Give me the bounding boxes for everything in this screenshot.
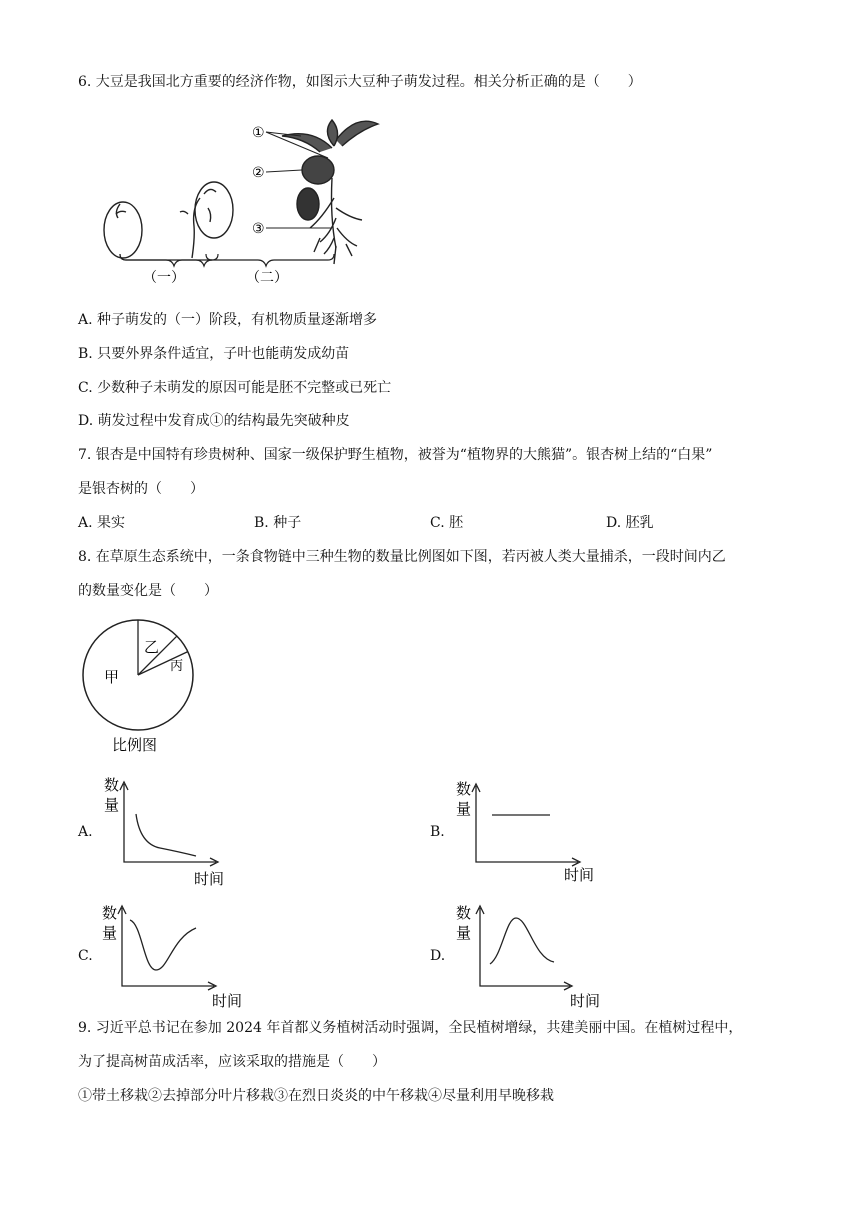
pie-label-bing: 丙 bbox=[170, 659, 184, 674]
graph-d-ylabel-1: 数 bbox=[456, 904, 472, 922]
graph-a-ylabel-2: 量 bbox=[104, 796, 120, 814]
graph-b-ylabel-1: 数 bbox=[456, 780, 472, 798]
q9-stem-line1: 9. 习近平总书记在参加 2024 年首都义务植树活动时强调，全民植树增绿，共建美丽中国。在植树过程中， bbox=[78, 1020, 743, 1036]
q7-option-d: D. 胚乳 bbox=[606, 515, 654, 531]
graph-c-ylabel-1: 数 bbox=[102, 904, 118, 922]
q7-option-b: B. 种子 bbox=[254, 515, 302, 531]
graph-a-ylabel-1: 数 bbox=[104, 776, 120, 794]
graph-d bbox=[452, 898, 612, 1013]
graph-b-axes bbox=[476, 786, 578, 862]
callout-2: ② bbox=[252, 165, 265, 181]
graph-a bbox=[100, 772, 240, 887]
graph-c-curve bbox=[130, 920, 196, 970]
q8-stem-line2: 的数量变化是（ ） bbox=[78, 583, 218, 599]
graph-d-ylabel-2: 量 bbox=[456, 924, 472, 942]
graph-a-curve bbox=[136, 814, 196, 856]
q7-option-a: A. 果实 bbox=[78, 515, 126, 531]
q8-option-d-label: D. bbox=[430, 948, 446, 964]
graph-c bbox=[98, 898, 258, 1013]
graph-c-xlabel: 时间 bbox=[212, 992, 243, 1010]
graph-d-axes bbox=[480, 908, 570, 986]
seed-stage-2 bbox=[180, 182, 233, 258]
q6-option-d: D. 萌发过程中发育成①的结构最先突破种皮 bbox=[78, 413, 350, 429]
q6-option-a: A. 种子萌发的（一）阶段，有机物质量逐渐增多 bbox=[78, 312, 378, 328]
stage-label-2: （二） bbox=[246, 270, 288, 286]
q7-stem-line2: 是银杏树的（ ） bbox=[78, 481, 204, 497]
graph-b-xlabel: 时间 bbox=[564, 866, 595, 884]
stage-label-1: （一） bbox=[143, 270, 185, 286]
graph-a-xlabel: 时间 bbox=[194, 870, 225, 888]
q8-stem-line1: 8. 在草原生态系统中，一条食物链中三种生物的数量比例图如下图，若丙被人类大量捕杀，一段时间内乙 bbox=[78, 549, 726, 565]
proportion-pie-chart bbox=[78, 612, 218, 762]
graph-d-xlabel: 时间 bbox=[570, 992, 601, 1010]
q8-option-a-label: A. bbox=[78, 824, 93, 840]
graph-c-axes bbox=[122, 908, 214, 986]
q6-option-b: B. 只要外界条件适宜，子叶也能萌发成幼苗 bbox=[78, 346, 350, 362]
seed-stage-1 bbox=[104, 202, 142, 258]
pie-label-yi: 乙 bbox=[144, 638, 160, 656]
seedling bbox=[282, 120, 378, 264]
q8-option-c-label: C. bbox=[78, 948, 93, 964]
pie-label-jia: 甲 bbox=[104, 668, 120, 686]
graph-b-ylabel-2: 量 bbox=[456, 800, 472, 818]
callout-3: ③ bbox=[252, 221, 265, 237]
q9-stem-line2: 为了提高树苗成活率，应该采取的措施是（ ） bbox=[78, 1054, 386, 1070]
stage-braces bbox=[120, 254, 334, 266]
seed-germination-figure bbox=[96, 118, 416, 288]
q7-option-c: C. 胚 bbox=[430, 515, 464, 531]
q9-measures: ①带土移栽②去掉部分叶片移栽③在烈日炎炎的中午移栽④尽量利用早晚移栽 bbox=[78, 1088, 554, 1104]
graph-c-ylabel-2: 量 bbox=[102, 924, 118, 942]
q8-option-b-label: B. bbox=[430, 824, 445, 840]
graph-b bbox=[452, 772, 602, 887]
q7-stem-line1: 7. 银杏是中国特有珍贵树种、国家一级保护野生植物，被誉为“植物界的大熊猫”。银杏树上结的“白果” bbox=[78, 447, 713, 463]
graph-d-curve bbox=[490, 918, 554, 964]
pie-caption: 比例图 bbox=[112, 736, 158, 754]
q6-stem: 6. 大豆是我国北方重要的经济作物，如图示大豆种子萌发过程。相关分析正确的是（ ） bbox=[78, 74, 642, 90]
callout-1: ① bbox=[252, 125, 265, 141]
q6-option-c: C. 少数种子未萌发的原因可能是胚不完整或已死亡 bbox=[78, 380, 392, 396]
